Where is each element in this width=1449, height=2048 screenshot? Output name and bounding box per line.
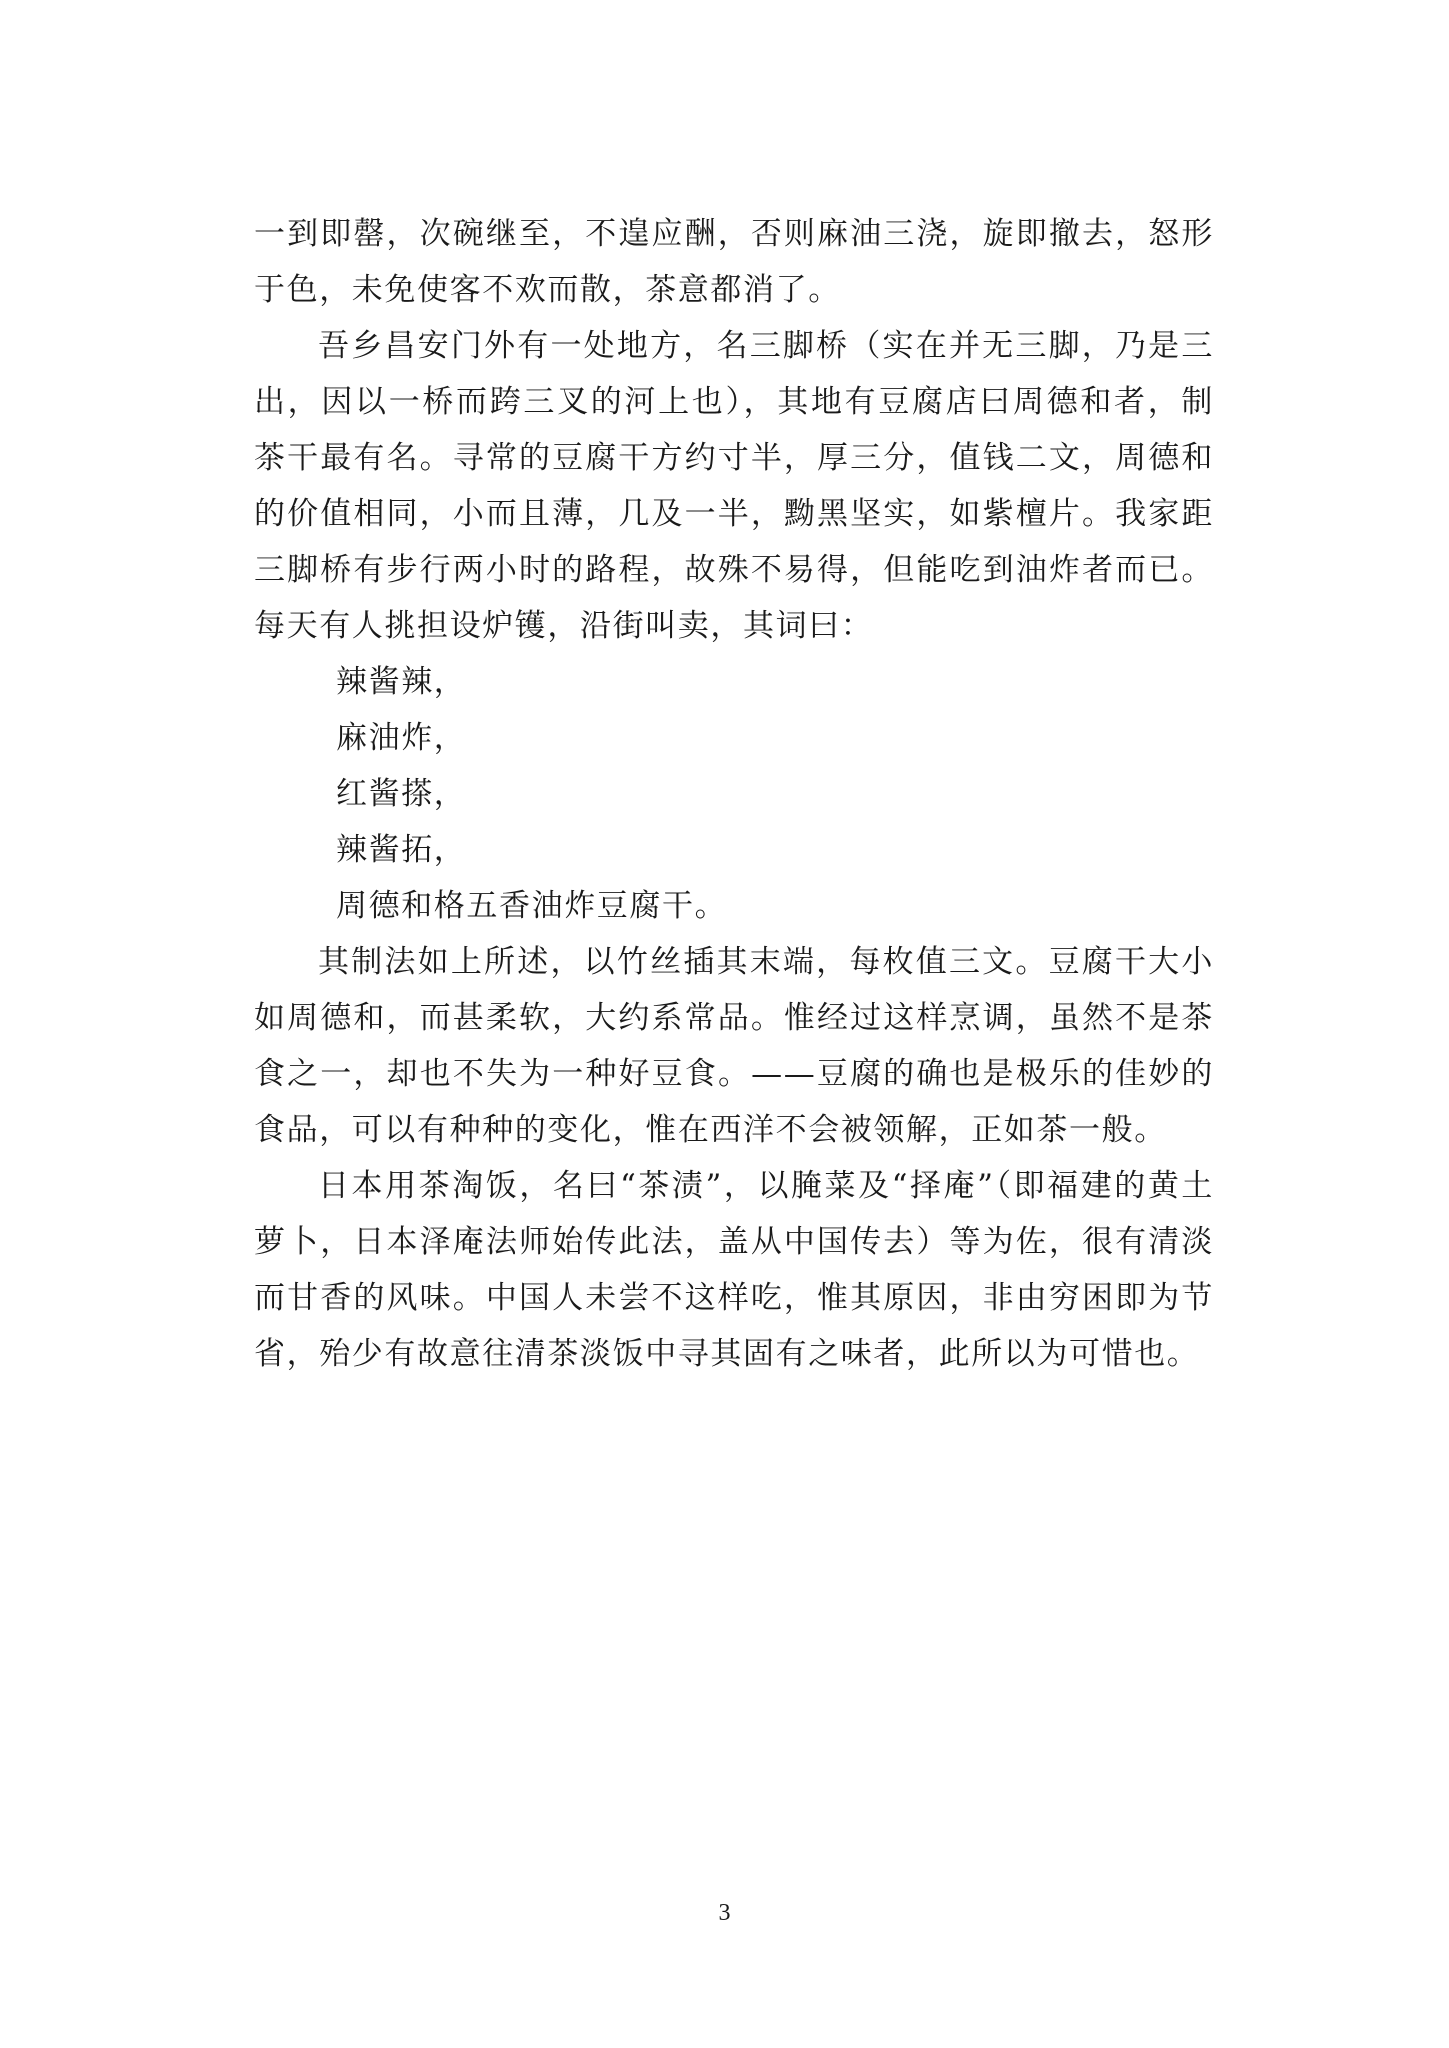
verse-line: 周德和格五香油炸豆腐干。	[336, 888, 728, 924]
page-number: 3	[718, 1900, 731, 1926]
body-text	[254, 206, 1214, 1382]
verse-line: 辣酱辣，	[336, 664, 467, 700]
paragraph-preparation: 其制法如上所述，以竹丝插其末端，每枚值三文。豆腐干大小如周德和，而甚柔软，大约系常品。惟经过这样烹调，虽然不是茶食之一，却也不失为一种好豆食。——豆腐的确也是极乐的佳妙的食品，可以有种种的变化，惟在西洋不会被领解，正如茶一般。	[254, 944, 1214, 1148]
verse-line: 辣酱拓，	[336, 832, 467, 868]
verse-line: 麻油炸，	[336, 720, 467, 756]
street-vendor-chant	[254, 654, 1214, 934]
paragraph-sanjiaoqiao: 吾乡昌安门外有一处地方，名三脚桥（实在并无三脚，乃是三出，因以一桥而跨三叉的河上也），其地有豆腐店曰周德和者，制茶干最有名。寻常的豆腐干方约寸半，厚三分，值钱二文，周德和的价值相同，小而且薄，几及一半，黝黑坚实，如紫檀片。我家距三脚桥有步行两小时的路程，故殊不易得，但能吃到油炸者而已。每天有人挑担设炉镬，沿街叫卖，其词曰：	[254, 328, 1214, 644]
verse-line: 红酱搽，	[336, 776, 467, 812]
paragraph-continuation: 一到即罄，次碗继至，不遑应酬，否则麻油三浇，旋即撤去，怒形于色，未免使客不欢而散，茶意都消了。	[254, 216, 1214, 308]
paragraph-chazuke: 日本用茶淘饭，名曰“茶渍”，以腌菜及“择庵”（即福建的黄土萝卜，日本泽庵法师始传此法，盖从中国传去）等为佐，很有清淡而甘香的风味。中国人未尝不这样吃，惟其原因，非由穷困即为节省，殆少有故意往清茶淡饭中寻其固有之味者，此所以为可惜也。	[254, 1168, 1214, 1372]
